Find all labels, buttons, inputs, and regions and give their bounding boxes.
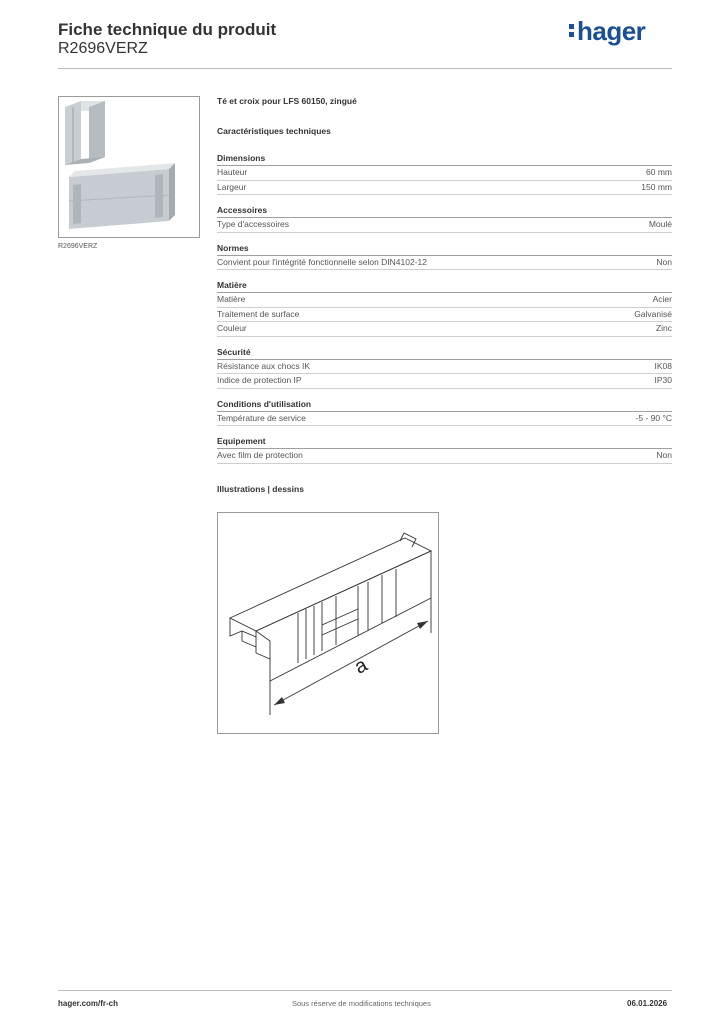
logo-text: hager bbox=[577, 16, 646, 46]
spec-row bbox=[217, 181, 672, 196]
section-title: Accessoires bbox=[217, 201, 672, 218]
section-title: Equipement bbox=[217, 432, 672, 449]
footer-divider bbox=[58, 990, 672, 991]
spec-value: IK08 bbox=[654, 360, 672, 371]
section-title: Matière bbox=[217, 276, 672, 293]
spec-label: Couleur bbox=[217, 323, 247, 333]
spec-value: 150 mm bbox=[641, 181, 672, 192]
spec-value: Galvanisé bbox=[634, 308, 672, 319]
spec-value: Non bbox=[656, 450, 672, 460]
spec-label: Indice de protection IP bbox=[217, 375, 302, 385]
section-title: Normes bbox=[217, 239, 672, 256]
spec-label: Avec film de protection bbox=[217, 450, 303, 460]
spec-label: Traitement de surface bbox=[217, 308, 300, 319]
spec-row bbox=[217, 449, 672, 464]
spec-label: Convient pour l'intégrité fonctionnelle selon DIN4102-12 bbox=[217, 256, 428, 267]
section-standards bbox=[217, 239, 672, 271]
spec-row bbox=[217, 374, 672, 389]
product-description: Té et croix pour LFS 60150, zingué bbox=[217, 96, 357, 106]
spec-label: Résistance aux chocs IK bbox=[217, 360, 311, 371]
footer-date: 06.01.2026 bbox=[627, 999, 668, 1008]
spec-label: Matière bbox=[217, 294, 246, 304]
spec-label: Type d'accessoires bbox=[217, 219, 290, 229]
spec-value: IP30 bbox=[654, 375, 672, 385]
spec-row bbox=[217, 322, 672, 337]
spec-value: 60 mm bbox=[646, 167, 672, 177]
footer-website-link[interactable]: hager.com/fr-ch bbox=[58, 999, 119, 1008]
spec-label: Largeur bbox=[217, 181, 247, 192]
section-safety bbox=[217, 343, 672, 389]
technical-drawing-image bbox=[218, 513, 438, 733]
dimension-label: a bbox=[350, 654, 371, 679]
technical-content bbox=[217, 95, 672, 494]
photo-caption: R2696VERZ bbox=[58, 243, 98, 250]
spec-value: Non bbox=[656, 256, 672, 267]
section-dimensions bbox=[217, 149, 672, 195]
section-accessories bbox=[217, 201, 672, 233]
spec-row bbox=[217, 166, 672, 181]
spec-label: Température de service bbox=[217, 412, 306, 423]
spec-row bbox=[217, 360, 672, 375]
section-conditions bbox=[217, 395, 672, 427]
document-title: Fiche technique du produit bbox=[58, 20, 277, 39]
footer-notice: Sous réserve de modifications techniques bbox=[292, 999, 431, 1008]
technical-drawing bbox=[217, 512, 439, 734]
hager-logo[interactable] bbox=[569, 16, 645, 47]
section-material bbox=[217, 276, 672, 337]
spec-value: Moulé bbox=[648, 219, 672, 229]
logo-dots-icon bbox=[569, 24, 575, 40]
spec-row bbox=[217, 218, 672, 233]
product-photo-image bbox=[59, 97, 199, 237]
spec-row bbox=[217, 293, 672, 308]
spec-value: Zinc bbox=[655, 323, 672, 333]
spec-row bbox=[217, 308, 672, 323]
spec-value: Acier bbox=[652, 294, 672, 304]
header-divider bbox=[58, 68, 672, 69]
section-title: Sécurité bbox=[217, 343, 672, 360]
product-reference: R2696VERZ bbox=[58, 40, 148, 57]
section-equipment bbox=[217, 432, 672, 464]
spec-row bbox=[217, 412, 672, 427]
section-title: Dimensions bbox=[217, 149, 672, 166]
spec-label: Hauteur bbox=[217, 167, 248, 177]
spec-value: -5 - 90 °C bbox=[635, 412, 672, 423]
spec-row bbox=[217, 256, 672, 271]
illustrations-heading: Illustrations | dessins bbox=[217, 483, 304, 494]
section-title: Conditions d'utilisation bbox=[217, 395, 672, 412]
characteristics-heading: Caractéristiques techniques bbox=[217, 126, 331, 136]
product-photo bbox=[58, 96, 200, 238]
